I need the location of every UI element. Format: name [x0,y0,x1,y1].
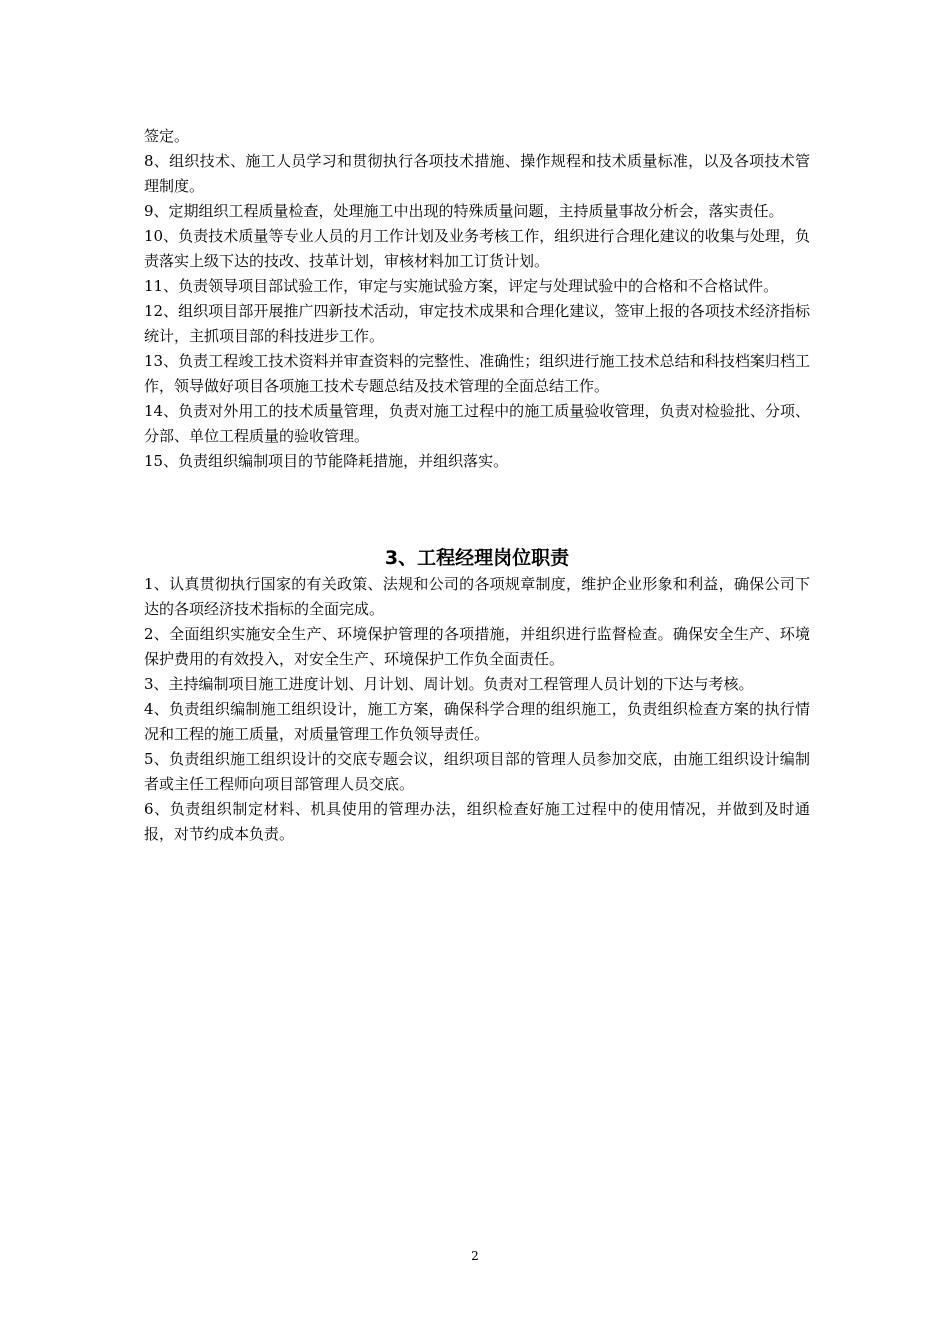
paragraph: 13、负责工程竣工技术资料并审查资料的完整性、准确性；组织进行施工技术总结和科技档案归档工作，领导做好项目各项施工技术专题总结及技术管理的全面总结工作。 [144,352,810,395]
page-content [144,124,810,847]
paragraph: 11、负责领导项目部试验工作，审定与实施试验方案，评定与处理试验中的合格和不合格试件。 [144,277,779,295]
paragraph: 签定。 [144,127,190,145]
page-number: 2 [471,1249,479,1263]
paragraph: 6、负责组织制定材料、机具使用的管理办法，组织检查好施工过程中的使用情况，并做到及时通报，对节约成本负责。 [144,800,810,843]
section-technical-duties [144,124,810,474]
paragraph: 4、负责组织编制施工组织设计，施工方案，确保科学合理的组织施工，负责组织检查方案的执行情况和工程的施工质量，对质量管理工作负领导责任。 [144,700,810,743]
paragraph: 12、组织项目部开展推广四新技术活动，审定技术成果和合理化建议，签审上报的各项技术经济指标统计，主抓项目部的科技进步工作。 [144,302,810,345]
paragraph: 10、负责技术质量等专业人员的月工作计划及业务考核工作，组织进行合理化建议的收集与处理，负责落实上级下达的技改、技革计划，审核材料加工订货计划。 [144,227,810,270]
section-spacer [144,474,810,544]
paragraph: 14、负责对外用工的技术质量管理，负责对施工过程中的施工质量验收管理，负责对检验批、分项、分部、单位工程质量的验收管理。 [144,402,810,445]
paragraph: 2、全面组织实施安全生产、环境保护管理的各项措施，并组织进行监督检查。确保安全生产、环境保护费用的有效投入，对安全生产、环境保护工作负全面责任。 [144,625,810,668]
paragraph: 15、负责组织编制项目的节能降耗措施，并组织落实。 [144,452,509,470]
paragraph: 8、组织技术、施工人员学习和贯彻执行各项技术措施、操作规程和技术质量标准，以及各项技术管理制度。 [144,152,810,195]
paragraph: 1、认真贯彻执行国家的有关政策、法规和公司的各项规章制度，维护企业形象和利益，确保公司下达的各项经济技术指标的全面完成。 [144,575,810,618]
paragraph: 9、定期组织工程质量检查，处理施工中出现的特殊质量问题，主持质量事故分析会，落实责任。 [144,202,784,220]
paragraph: 3、主持编制项目施工进度计划、月计划、周计划。负责对工程管理人员计划的下达与考核。 [144,675,754,693]
section-heading: 3、工程经理岗位职责 [384,547,570,569]
section-engineering-manager-duties [144,544,810,847]
paragraph: 5、负责组织施工组织设计的交底专题会议，组织项目部的管理人员参加交底，由施工组织设计编制者或主任工程师向项目部管理人员交底。 [144,750,810,793]
